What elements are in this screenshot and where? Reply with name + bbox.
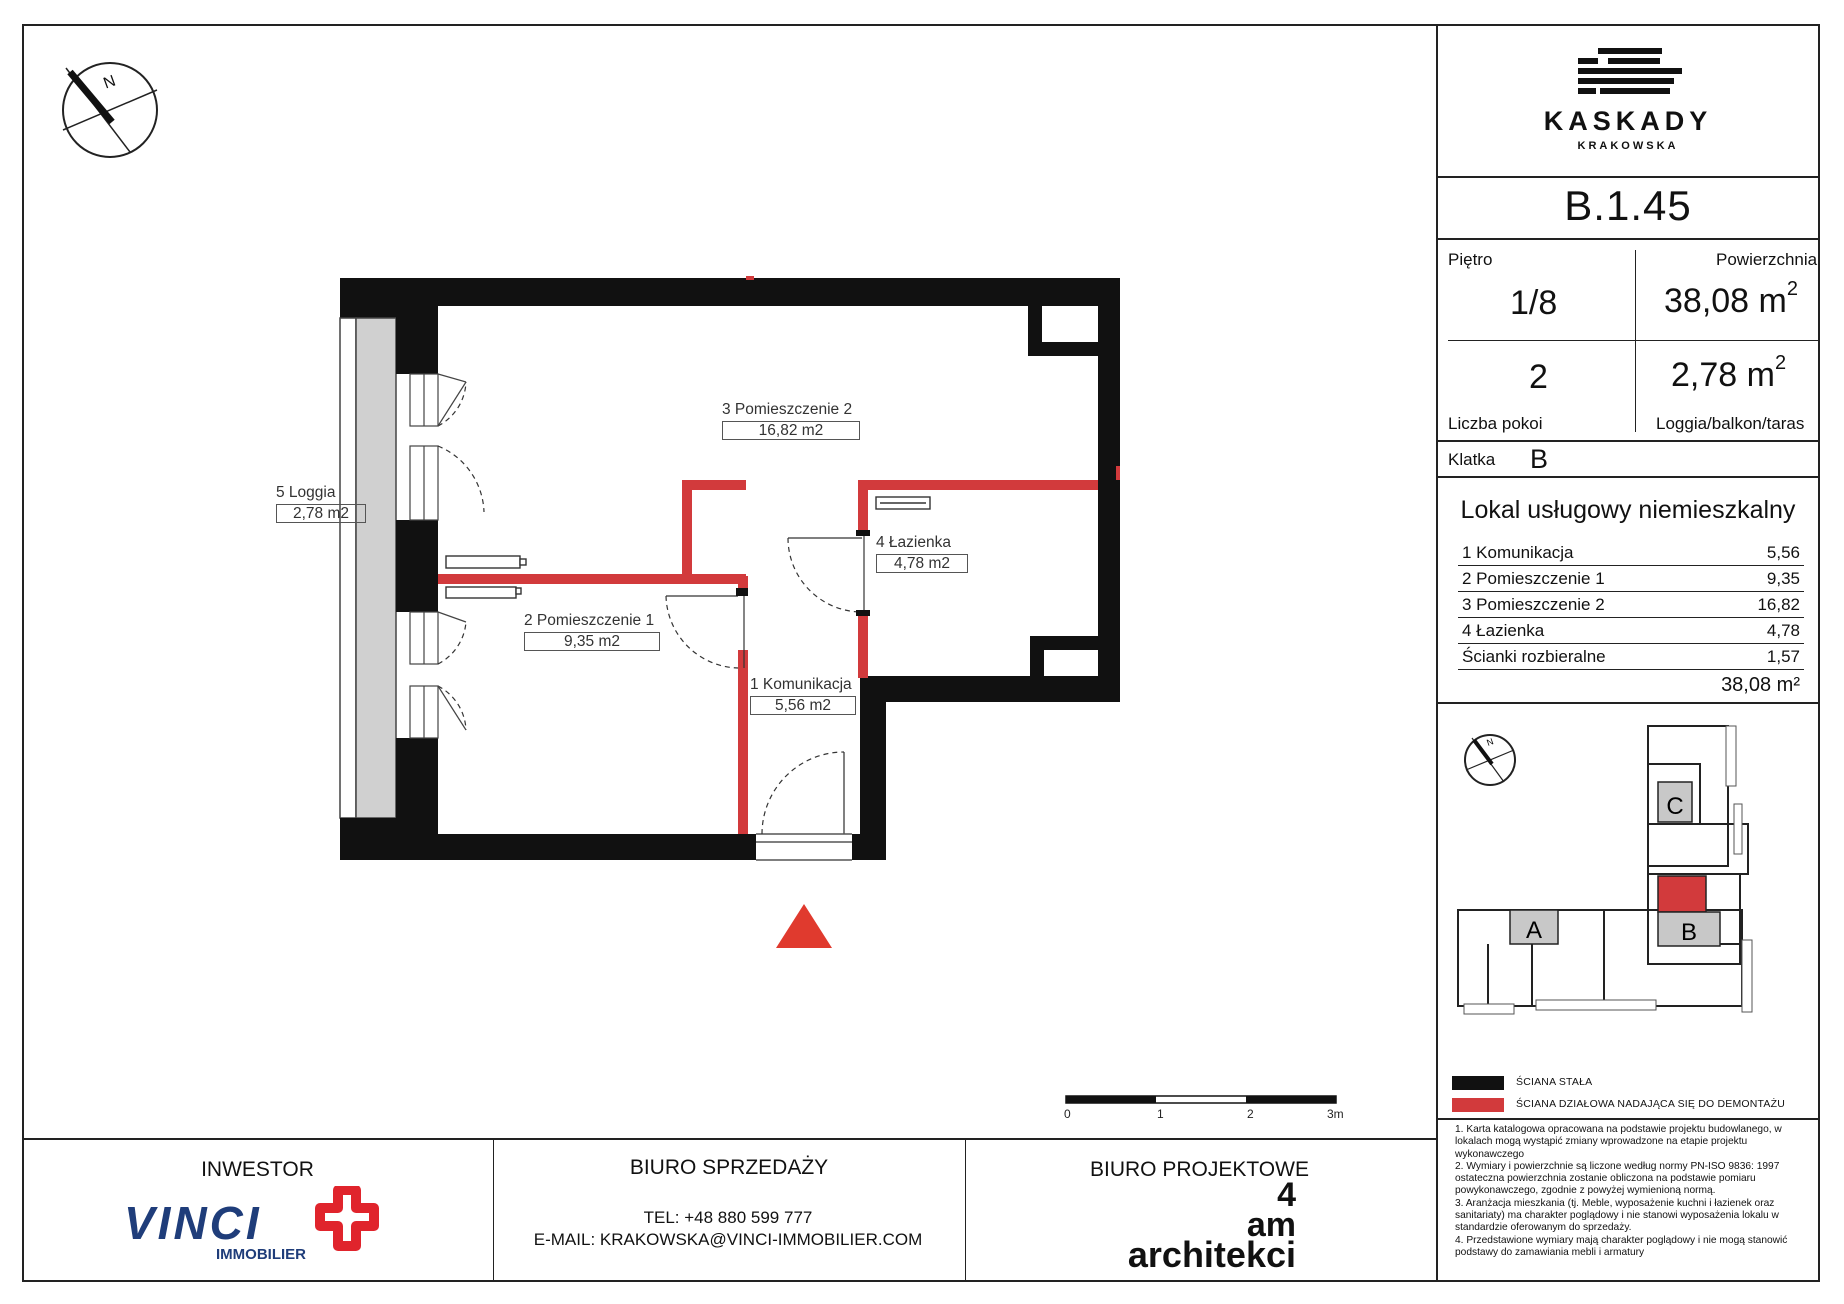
unit-type: Lokal usługowy niemieszkalny (1460, 496, 1796, 524)
interior-doors (666, 534, 864, 668)
keyplan-label-a: A (1525, 917, 1543, 944)
sales-title: BIURO SPRZEDAŻY (629, 1156, 829, 1179)
sales-phone[interactable]: TEL: +48 880 599 777 (643, 1208, 813, 1227)
legend-demolition-wall: ŚCIANA DZIAŁOWA NADAJĄCA SIĘ DO DEMONTAŻU (1516, 1098, 1785, 1110)
room-2-label: 2 Pomieszczenie 1 (524, 612, 655, 629)
rooms-label: Liczba pokoi (1448, 414, 1543, 433)
room-1-area: 5,56 m2 (750, 696, 856, 715)
vinci-logo-sub: IMMOBILIER (216, 1246, 306, 1263)
specs-divider (1635, 250, 1636, 432)
scale-bar (1066, 1096, 1336, 1103)
scale-label-3m: 3m (1327, 1107, 1344, 1121)
keyplan-label-c: C (1666, 793, 1684, 820)
architekci-logo: 4 am architekci (1127, 1176, 1296, 1275)
note-3: 3. Aranżacja mieszkania (tj. Meble, wyposażenie kuchni i łazienek oraz sanitariaty) ma charakter poglądowy i nie stanowi wyposażenia lokalu w standardzie oferowanym do sprzedaży. (1455, 1197, 1779, 1234)
scale-label-1: 1 (1157, 1107, 1164, 1121)
room-5-area: 2,78 m2 (276, 504, 366, 523)
entrance-door-swing (762, 752, 844, 834)
table-row: Ścianki rozbieralne 1,57 (1458, 644, 1804, 670)
vinci-logo-text: VINCI (124, 1197, 262, 1249)
sales-email[interactable]: E-MAIL: KRAKOWSKA@VINCI-IMMOBILIER.COM (533, 1230, 923, 1249)
room-4-label: 4 Łazienka (876, 534, 951, 551)
demolition-walls (438, 276, 1120, 834)
legend-swatch-fixed-wall (1452, 1076, 1504, 1090)
loggia-area (340, 278, 396, 860)
scale-label-2: 2 (1247, 1107, 1254, 1121)
note-1: 1. Karta katalogowa opracowana na podstawie projektu budowlanego, w lokalach mogą wystąpić zmiany wprowadzone na etapie projektu wykonawczego (1455, 1124, 1782, 1160)
door-swing-lines (438, 374, 466, 730)
unit-highlight (1658, 876, 1706, 912)
note-4: 4. Przedstawione wymiary mają charakter poglądowy i nie mogą stanowić podstawy do zamawiania mebli i armatury (1455, 1234, 1788, 1258)
legend-fixed-wall: ŚCIANA STAŁA (1516, 1076, 1593, 1088)
floor-value: 1/8 (1510, 284, 1558, 322)
rooms-value: 2 (1529, 358, 1548, 396)
table-row: 3 Pomieszczenie 2 16,82 (1458, 592, 1804, 618)
kaskady-logo-mark (1578, 48, 1684, 94)
room-3-label: 3 Pomieszczenie 2 (722, 401, 853, 418)
stair-label: Klatka (1448, 450, 1496, 469)
room-5-label: 5 Loggia (276, 484, 336, 501)
room-3-area: 16,82 m2 (722, 421, 860, 440)
note-2: 2. Wymiary i powierzchnie są liczone według normy PN-ISO 9836: 1997 ostateczna powierzchnia zostanie obliczona na podstawie pomiaru powykonawczego, zgodnie z powyżej wymienioną normą. (1455, 1160, 1780, 1197)
vinci-logo (124, 1196, 306, 1263)
brand-sub: KRAKOWSKA (1577, 140, 1679, 152)
footer-divider (22, 1138, 1436, 1140)
keyplan-label-b: B (1680, 919, 1698, 946)
keyplan-north-letter: N (1485, 736, 1495, 748)
building-key-plan (1436, 704, 1820, 1064)
scale-label-0: 0 (1064, 1107, 1071, 1121)
north-letter: N (101, 72, 118, 93)
design-title: BIURO PROJEKTOWE (1090, 1158, 1309, 1181)
legend-swatch-demolition-wall (1452, 1098, 1504, 1112)
table-row: 4 Łazienka 4,78 (1458, 618, 1804, 644)
table-row: 1 Komunikacja 5,56 (1458, 540, 1804, 566)
table-row: 2 Pomieszczenie 1 9,35 (1458, 566, 1804, 592)
loggia-label: Loggia/balkon/taras (1656, 414, 1805, 433)
disclaimer-notes (1455, 1124, 1813, 1259)
room-4-area: 4,78 m2 (876, 554, 968, 573)
stair-value: B (1530, 444, 1549, 474)
investor-title: INWESTOR (201, 1158, 314, 1181)
room-2-area: 9,35 m2 (524, 632, 660, 651)
brand-name: KASKADY (1543, 106, 1713, 136)
unit-number: B.1.45 (1564, 182, 1692, 229)
load-bearing-walls (340, 278, 1120, 860)
rooms-total: 38,08 m² (1721, 674, 1800, 696)
area-value: 38,08 $m^2$ (1664, 278, 1798, 320)
entrance-marker (776, 904, 832, 948)
area-label: Powierzchnia (1716, 250, 1818, 269)
floor-label: Piętro (1448, 250, 1493, 269)
rooms-table (1458, 540, 1804, 697)
loggia-value: 2,78 $m^2$ (1671, 352, 1787, 394)
vinci-logo-mark (312, 1186, 394, 1260)
room-1-label: 1 Komunikacja (750, 676, 852, 693)
